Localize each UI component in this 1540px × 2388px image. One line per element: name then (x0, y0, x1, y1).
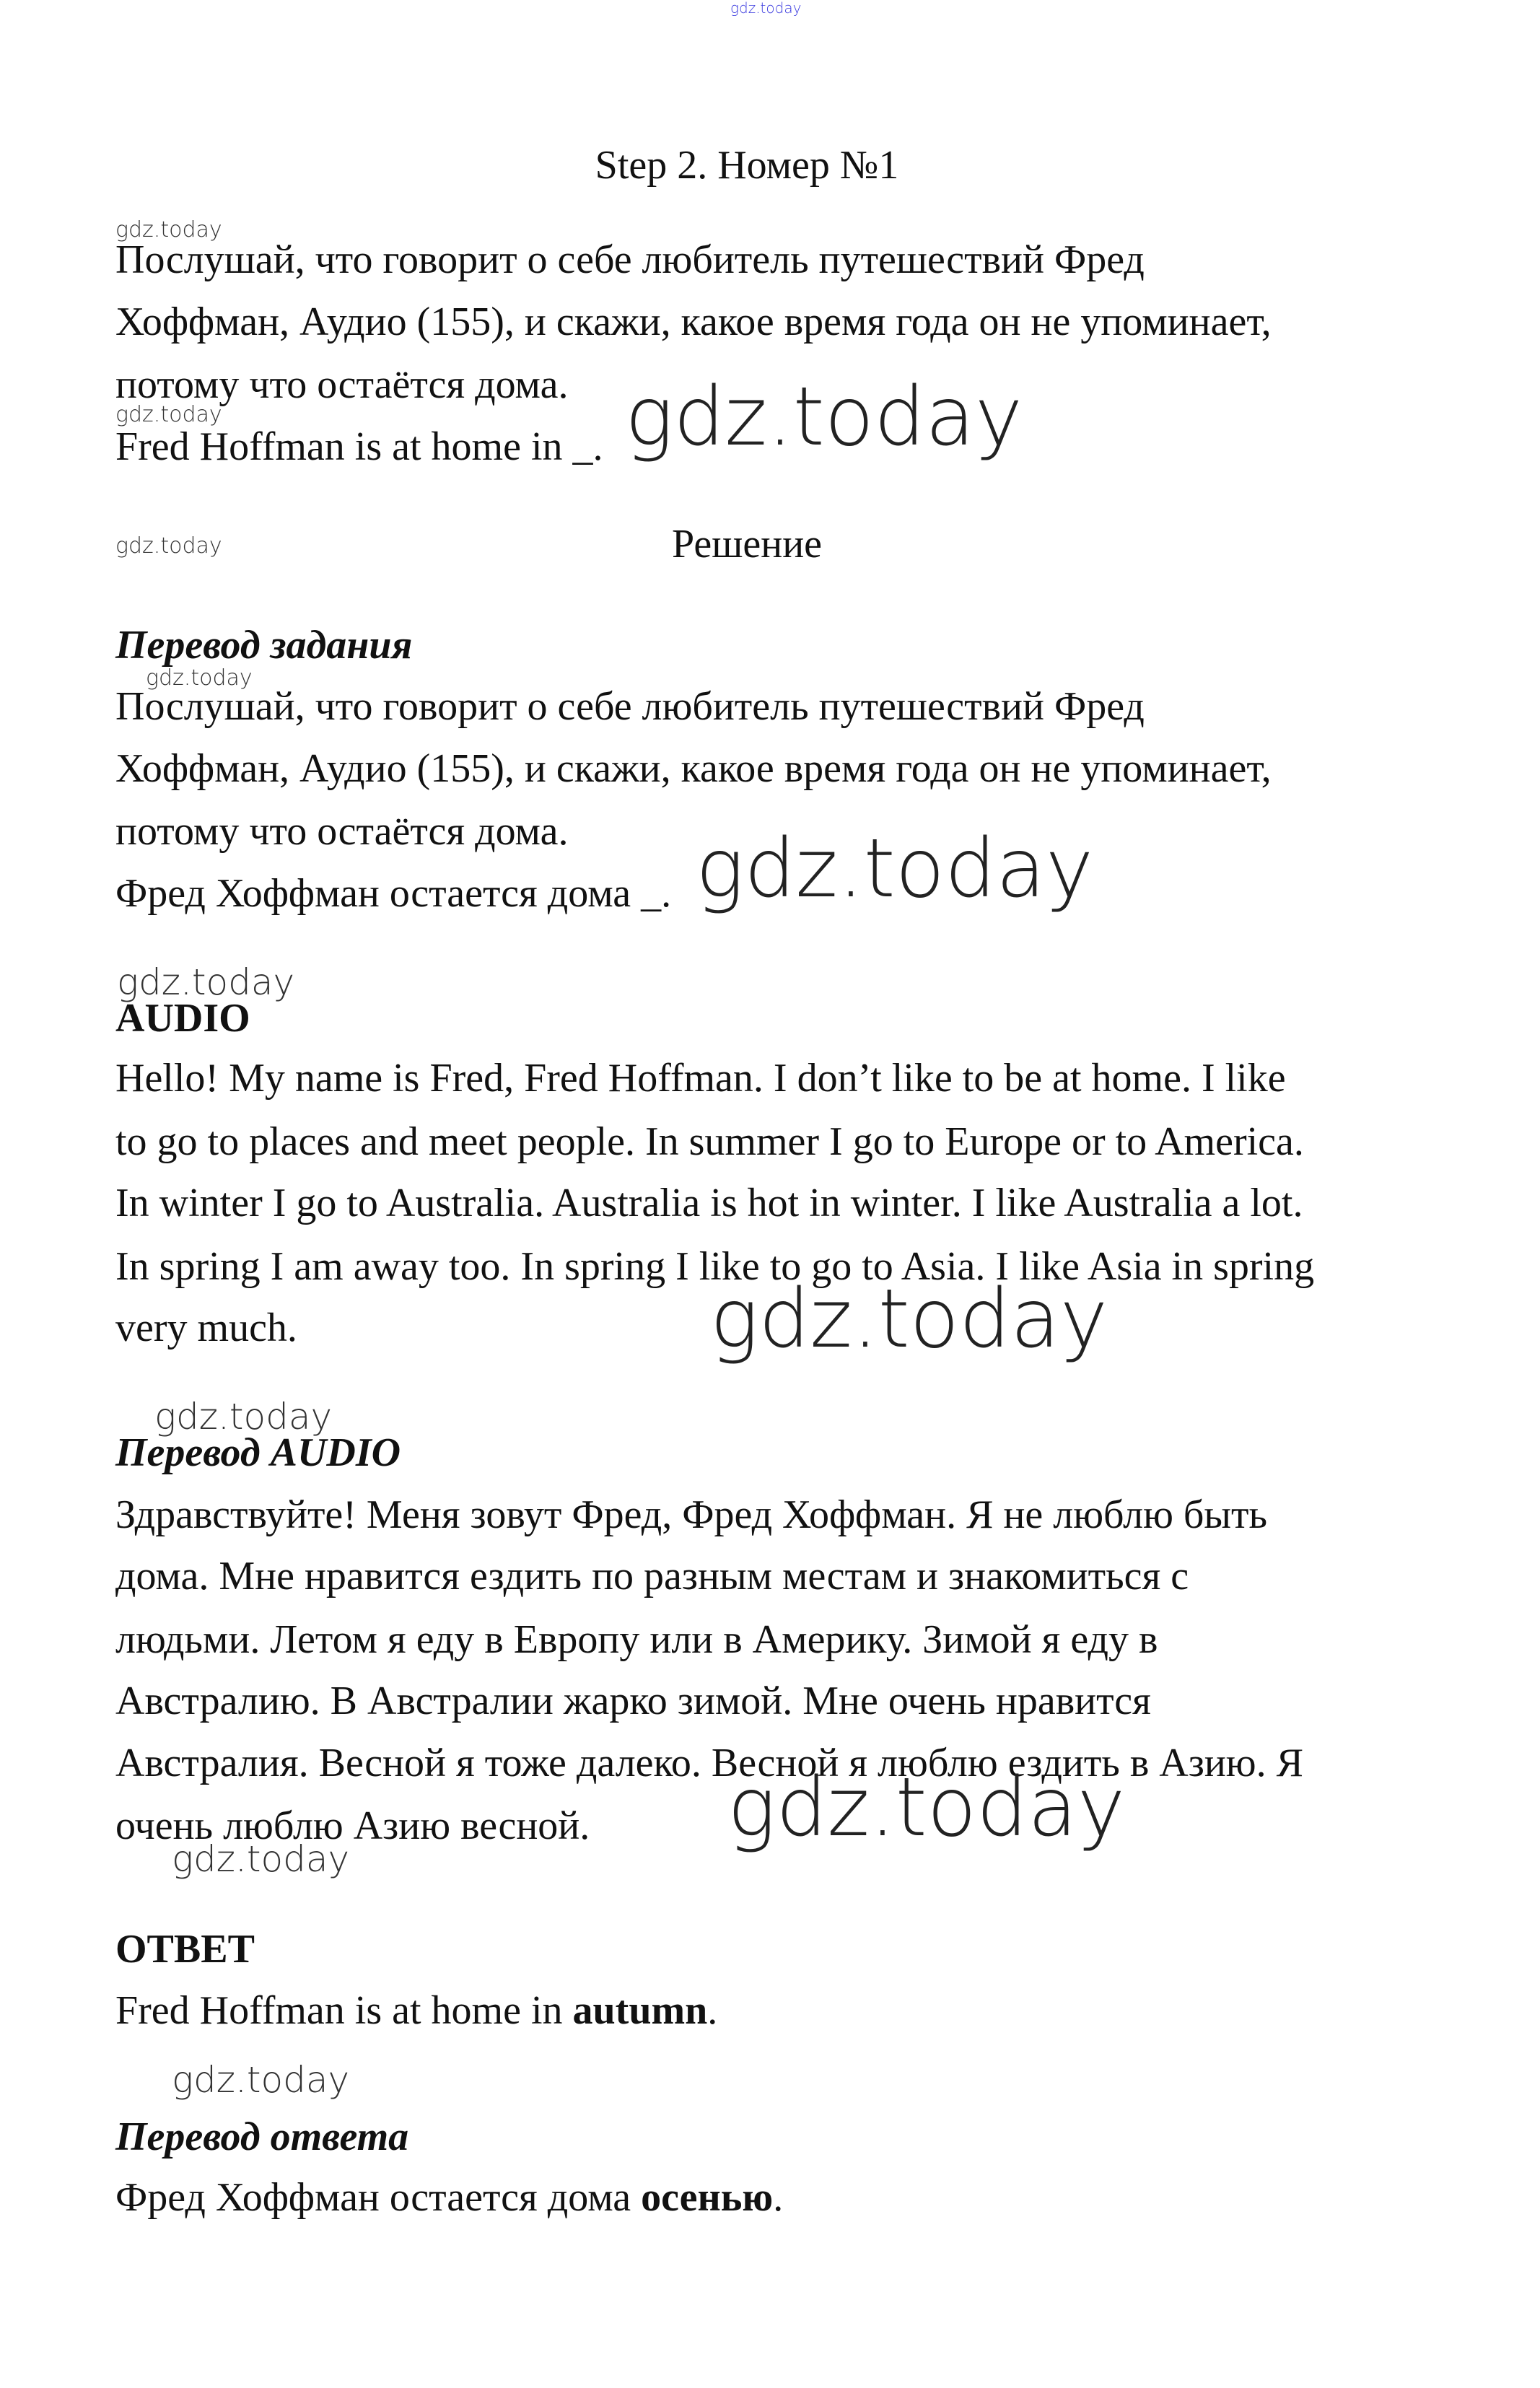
watermark: gdz.today (727, 1761, 1126, 1855)
audio-translation-line: людьми. Летом я еду в Европу или в Америку. Зимой я еду в (115, 1617, 1158, 1662)
task-line: Хоффман, Аудио (155), и скажи, какое время года он не упоминает, (115, 299, 1272, 344)
translation-line: Фред Хоффман остается дома _. (115, 871, 672, 916)
watermark: gdz.today (172, 1838, 350, 1880)
answer-word: autumn (572, 1988, 708, 2033)
watermark: gdz.today (117, 961, 295, 1003)
page-title: Step 2. Номер №1 (595, 143, 899, 188)
watermark: gdz.today (115, 402, 222, 427)
audio-line: Hello! My name is Fred, Fred Hoffman. I don’t like to be at home. I like (115, 1056, 1286, 1101)
audio-line: In winter I go to Australia. Australia is hot in winter. I like Australia a lot. (115, 1181, 1303, 1225)
answer-translation-suffix: . (773, 2175, 784, 2220)
audio-line: In spring I am away too. In spring I like to go to Asia. I like Asia in spring (115, 1244, 1315, 1289)
watermark: gdz.today (696, 822, 1094, 916)
task-line: Послушай, что говорит о себе любитель путешествий Фред (115, 237, 1145, 282)
translation-line: потому что остаётся дома. (115, 809, 569, 854)
audio-translation-line: дома. Мне нравится ездить по разным местам и знакомиться с (115, 1554, 1189, 1598)
answer-translation-word: осенью (641, 2175, 774, 2220)
watermark: gdz.today (172, 2059, 350, 2101)
watermark: gdz.today (625, 370, 1023, 464)
watermark: gdz.today (710, 1272, 1108, 1366)
watermark: gdz.today (154, 1396, 333, 1438)
answer-suffix: . (707, 1988, 718, 2033)
task-line: потому что остаётся дома. (115, 362, 569, 407)
audio-translation-line: Здравствуйте! Меня зовут Фред, Фред Хоффман. Я не люблю быть (115, 1492, 1268, 1537)
answer-translation-heading: Перевод ответа (115, 2114, 409, 2159)
audio-line: very much. (115, 1305, 297, 1350)
audio-heading: AUDIO (115, 996, 250, 1041)
task-line: Fred Hoffman is at home in _. (115, 424, 603, 469)
audio-translation-line: очень люблю Азию весной. (115, 1803, 590, 1848)
top-watermark: gdz.today (730, 0, 802, 17)
translation-line: Хоффман, Аудио (155), и скажи, какое время года он не упоминает, (115, 746, 1272, 791)
answer-prefix: Fred Hoffman is at home in (115, 1988, 573, 2033)
watermark: gdz.today (115, 217, 222, 242)
translation-heading: Перевод задания (115, 623, 413, 668)
audio-translation-line: Австралию. В Австралии жарко зимой. Мне очень нравится (115, 1679, 1151, 1723)
audio-translation-heading: Перевод AUDIO (115, 1430, 401, 1475)
answer-translation-prefix: Фред Хоффман остается дома (115, 2175, 642, 2220)
answer-translation-line (115, 2166, 783, 2229)
translation-line: Послушай, что говорит о себе любитель путешествий Фред (115, 684, 1145, 729)
answer-heading: ОТВЕТ (115, 1927, 255, 1972)
answer-line (115, 1980, 717, 2042)
audio-translation-line: Австралия. Весной я тоже далеко. Весной я люблю ездить в Азию. Я (115, 1741, 1303, 1785)
audio-line: to go to places and meet people. In summer I go to Europe or to America. (115, 1119, 1304, 1164)
solution-heading: Решение (671, 522, 823, 567)
watermark: gdz.today (146, 665, 253, 691)
watermark: gdz.today (115, 533, 222, 559)
